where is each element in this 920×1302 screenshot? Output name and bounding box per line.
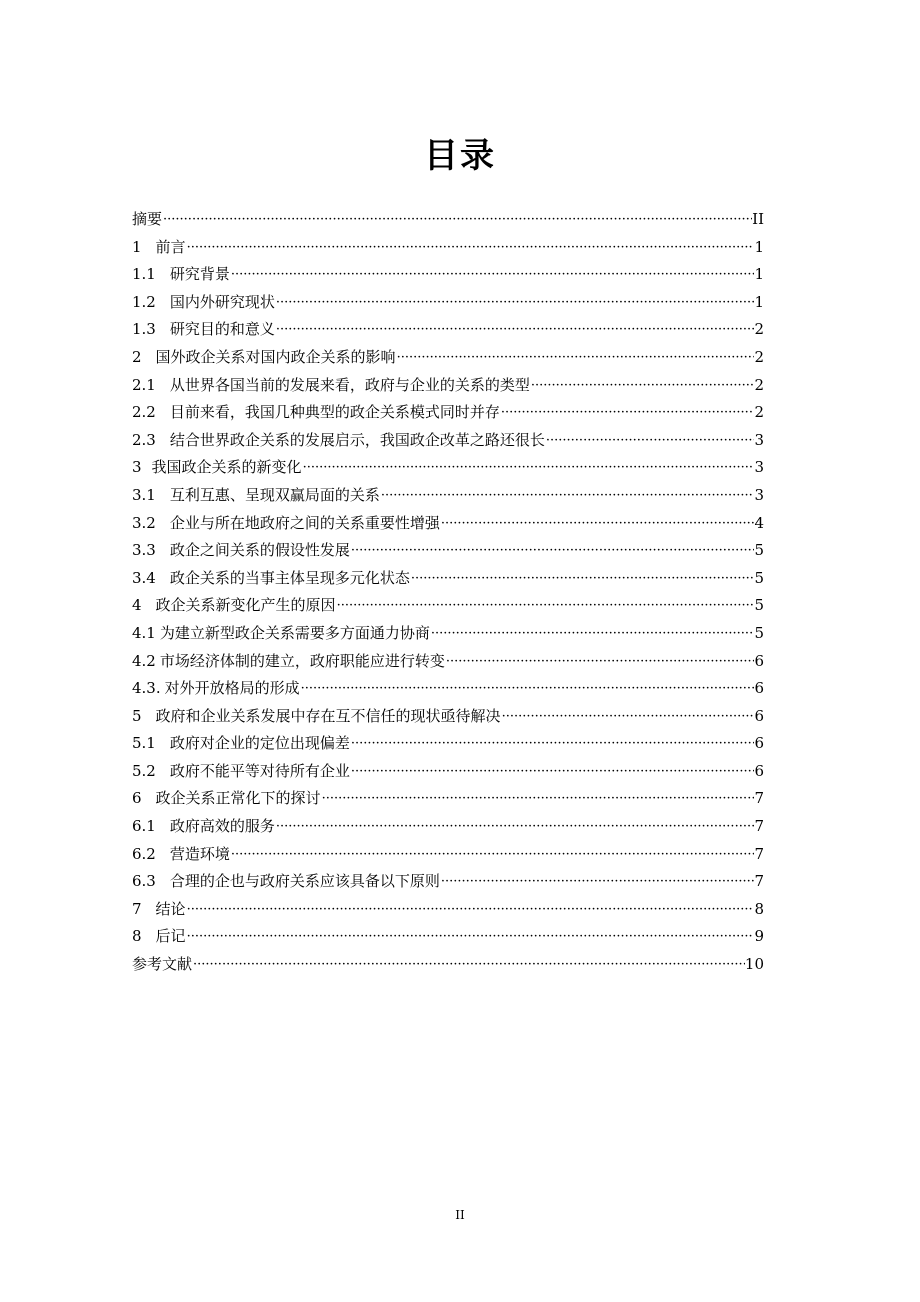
toc-entry-page-number: 2 — [754, 375, 764, 394]
toc-entry-page-number: 6 — [754, 651, 764, 670]
toc-entry-text: 政府不能平等对待所有企业 — [169, 761, 350, 780]
toc-entry[interactable] — [132, 206, 764, 234]
toc-entry-label — [132, 482, 380, 510]
toc-entry-page-number: II — [752, 210, 764, 228]
toc-entry[interactable] — [132, 344, 764, 372]
toc-entry-number: 4.3. — [132, 679, 161, 698]
toc-leader-dots — [396, 344, 755, 372]
toc-entry[interactable] — [132, 896, 764, 924]
toc-leader-dots — [336, 592, 755, 620]
toc-entry-page-number: 5 — [754, 568, 764, 587]
toc-leader-dots — [302, 454, 755, 482]
toc-entry-text: 结合世界政企关系的发展启示，我国政企改革之路还很长 — [169, 430, 545, 449]
toc-leader-dots — [275, 316, 755, 344]
toc-entry-text: 我国政企关系的新变化 — [151, 458, 302, 477]
toc-entry-page-number: 4 — [754, 513, 764, 532]
toc-entry-number: 3.1 — [132, 485, 156, 504]
toc-entry-label — [132, 399, 500, 427]
toc-entry-label — [132, 703, 501, 731]
toc-entry-page-number: 5 — [754, 623, 764, 642]
toc-entry[interactable] — [132, 675, 764, 703]
toc-entry-number: 4 — [132, 596, 142, 615]
toc-entry-page-number: 7 — [754, 844, 764, 863]
toc-entry-text: 互利互惠、呈现双赢局面的关系 — [169, 485, 380, 504]
toc-entry-text: 政企关系的当事主体呈现多元化状态 — [169, 568, 410, 587]
toc-entry-page-number: 8 — [754, 899, 764, 918]
toc-entry[interactable] — [132, 758, 764, 786]
toc-leader-dots — [440, 868, 755, 896]
toc-entry-label — [132, 565, 410, 593]
toc-entry-text: 政企关系正常化下的探讨 — [155, 789, 321, 808]
toc-title: 目录 — [424, 136, 496, 176]
toc-leader-dots — [186, 896, 755, 924]
toc-entry-text: 国外政企关系对国内政企关系的影响 — [155, 347, 396, 366]
toc-leader-dots — [501, 703, 755, 731]
toc-entry[interactable] — [132, 841, 764, 869]
toc-entry-text: 研究目的和意义 — [169, 320, 275, 339]
toc-leader-dots — [430, 620, 755, 648]
toc-leader-dots — [350, 730, 755, 758]
toc-entry-number: 5 — [132, 706, 142, 725]
toc-entry-number: 1.2 — [132, 292, 156, 311]
toc-leader-dots — [230, 841, 755, 869]
toc-entry[interactable] — [132, 923, 764, 951]
toc-entry-page-number: 3 — [754, 458, 764, 477]
toc-entry-label — [132, 289, 275, 317]
toc-entry-label — [132, 868, 440, 896]
toc-entry-number: 3.3 — [132, 541, 156, 560]
toc-entry-number: 3.4 — [132, 568, 156, 587]
toc-entry-page-number: 1 — [754, 265, 764, 284]
toc-leader-dots — [350, 758, 755, 786]
toc-leader-dots — [530, 372, 755, 400]
toc-entry-page-number: 5 — [754, 541, 764, 560]
toc-entry-label — [132, 206, 162, 234]
toc-entry[interactable] — [132, 316, 764, 344]
toc-leader-dots — [186, 923, 755, 951]
toc-entry-label — [132, 537, 350, 565]
toc-entry-page-number: 3 — [754, 430, 764, 449]
toc-entry-number: 7 — [132, 899, 142, 918]
toc-entry-page-number: 7 — [754, 789, 764, 808]
toc-leader-dots — [275, 289, 755, 317]
toc-entry-label — [132, 923, 186, 951]
toc-entry-page-number: 10 — [744, 955, 764, 974]
toc-entry-page-number: 9 — [754, 927, 764, 946]
toc-entry-number: 3 — [132, 458, 142, 477]
toc-entry-number: 6.1 — [132, 817, 156, 836]
toc-entry[interactable] — [132, 868, 764, 896]
table-of-contents — [132, 206, 764, 979]
toc-entry[interactable] — [132, 648, 764, 676]
toc-entry-text: 政府对企业的定位出现偏差 — [169, 734, 350, 753]
toc-entry[interactable] — [132, 730, 764, 758]
toc-leader-dots — [162, 206, 752, 234]
toc-entry-text: 合理的企也与政府关系应该具备以下原则 — [169, 872, 440, 891]
toc-entry[interactable] — [132, 951, 764, 979]
toc-entry-number: 5.2 — [132, 761, 156, 780]
toc-entry-page-number: 7 — [754, 872, 764, 891]
toc-leader-dots — [445, 648, 755, 676]
toc-entry[interactable] — [132, 813, 764, 841]
toc-leader-dots — [500, 399, 755, 427]
toc-leader-dots — [440, 510, 755, 538]
toc-entry[interactable] — [132, 482, 764, 510]
toc-entry-label — [132, 344, 396, 372]
toc-entry-label — [132, 896, 186, 924]
toc-leader-dots — [321, 785, 755, 813]
toc-leader-dots — [545, 427, 755, 455]
toc-entry-label — [132, 427, 545, 455]
toc-leader-dots — [192, 951, 745, 979]
toc-leader-dots — [230, 261, 755, 289]
toc-entry[interactable] — [132, 372, 764, 400]
toc-entry-page-number: 2 — [754, 347, 764, 366]
toc-entry-number: 2.2 — [132, 403, 156, 422]
toc-entry-label — [132, 785, 321, 813]
toc-entry-page-number: 6 — [754, 761, 764, 780]
toc-entry-label — [132, 758, 350, 786]
toc-leader-dots — [275, 813, 755, 841]
toc-entry-label — [132, 648, 445, 676]
toc-entry-page-number: 6 — [754, 734, 764, 753]
toc-entry[interactable] — [132, 565, 764, 593]
toc-entry-number: 2.3 — [132, 430, 156, 449]
toc-entry[interactable] — [132, 427, 764, 455]
toc-entry-label — [132, 454, 302, 482]
toc-entry-label — [132, 316, 275, 344]
toc-entry-label — [132, 592, 336, 620]
toc-entry-number: 8 — [132, 927, 142, 946]
toc-leader-dots — [300, 675, 755, 703]
toc-entry[interactable] — [132, 785, 764, 813]
toc-entry-text: 后记 — [155, 927, 186, 946]
toc-entry-text: 国内外研究现状 — [169, 292, 275, 311]
toc-leader-dots — [350, 537, 755, 565]
toc-entry-number: 2 — [132, 347, 142, 366]
toc-entry-text: 市场经济体制的建立，政府职能应进行转变 — [159, 651, 445, 670]
toc-entry-page-number: 1 — [754, 237, 764, 256]
footer-page-number: II — [455, 1208, 465, 1222]
toc-entry-text: 参考文献 — [132, 955, 193, 974]
toc-entry-number: 4.2 — [132, 651, 156, 670]
toc-entry-number: 1 — [132, 237, 142, 256]
toc-entry-page-number: 2 — [754, 320, 764, 339]
toc-entry-text: 前言 — [155, 237, 186, 256]
toc-entry-text: 营造环境 — [169, 844, 230, 863]
toc-entry-text: 政企关系新变化产生的原因 — [155, 596, 336, 615]
toc-entry-number: 5.1 — [132, 734, 156, 753]
toc-entry-label — [132, 372, 530, 400]
toc-entry-label — [132, 730, 350, 758]
toc-entry-text: 企业与所在地政府之间的关系重要性增强 — [169, 513, 440, 532]
toc-entry-label — [132, 510, 440, 538]
toc-entry-page-number: 7 — [754, 817, 764, 836]
toc-entry-number: 1.3 — [132, 320, 156, 339]
toc-entry-label — [132, 813, 275, 841]
toc-entry-page-number: 2 — [754, 403, 764, 422]
toc-entry[interactable] — [132, 620, 764, 648]
toc-leader-dots — [186, 234, 755, 262]
toc-entry[interactable] — [132, 399, 764, 427]
toc-entry[interactable] — [132, 454, 764, 482]
toc-entry-number: 4.1 — [132, 623, 156, 642]
toc-entry-page-number: 5 — [754, 596, 764, 615]
toc-entry-page-number: 3 — [754, 485, 764, 504]
toc-entry-label — [132, 675, 300, 703]
toc-entry-text: 研究背景 — [169, 265, 230, 284]
toc-entry-number: 1.1 — [132, 265, 156, 284]
toc-entry-number: 2.1 — [132, 375, 156, 394]
toc-entry-text: 对外开放格局的形成 — [164, 679, 300, 698]
toc-entry-label — [132, 620, 430, 648]
toc-entry-number: 3.2 — [132, 513, 156, 532]
toc-entry-page-number: 6 — [754, 706, 764, 725]
toc-entry[interactable] — [132, 234, 764, 262]
toc-entry-text: 从世界各国当前的发展来看，政府与企业的关系的类型 — [169, 375, 530, 394]
toc-entry-text: 摘要 — [132, 210, 163, 228]
toc-entry-text: 结论 — [155, 899, 186, 918]
toc-entry[interactable] — [132, 510, 764, 538]
toc-entry-text: 目前来看，我国几种典型的政企关系模式同时并存 — [169, 403, 500, 422]
toc-entry-label — [132, 951, 192, 979]
toc-leader-dots — [380, 482, 755, 510]
toc-entry-text: 政企之间关系的假设性发展 — [169, 541, 350, 560]
toc-entry-text: 政府和企业关系发展中存在互不信任的现状亟待解决 — [155, 706, 501, 725]
toc-entry-label — [132, 234, 186, 262]
toc-entry[interactable] — [132, 261, 764, 289]
toc-entry-label — [132, 261, 230, 289]
toc-entry-text: 为建立新型政企关系需要多方面通力协商 — [159, 623, 430, 642]
toc-entry[interactable] — [132, 592, 764, 620]
toc-entry[interactable] — [132, 703, 764, 731]
toc-entry-page-number: 1 — [754, 292, 764, 311]
toc-entry[interactable] — [132, 537, 764, 565]
toc-entry[interactable] — [132, 289, 764, 317]
toc-entry-number: 6.2 — [132, 844, 156, 863]
toc-leader-dots — [410, 565, 755, 593]
toc-entry-text: 政府高效的服务 — [169, 817, 275, 836]
toc-entry-number: 6 — [132, 789, 142, 808]
toc-entry-number: 6.3 — [132, 872, 156, 891]
toc-entry-label — [132, 841, 230, 869]
toc-entry-page-number: 6 — [754, 679, 764, 698]
